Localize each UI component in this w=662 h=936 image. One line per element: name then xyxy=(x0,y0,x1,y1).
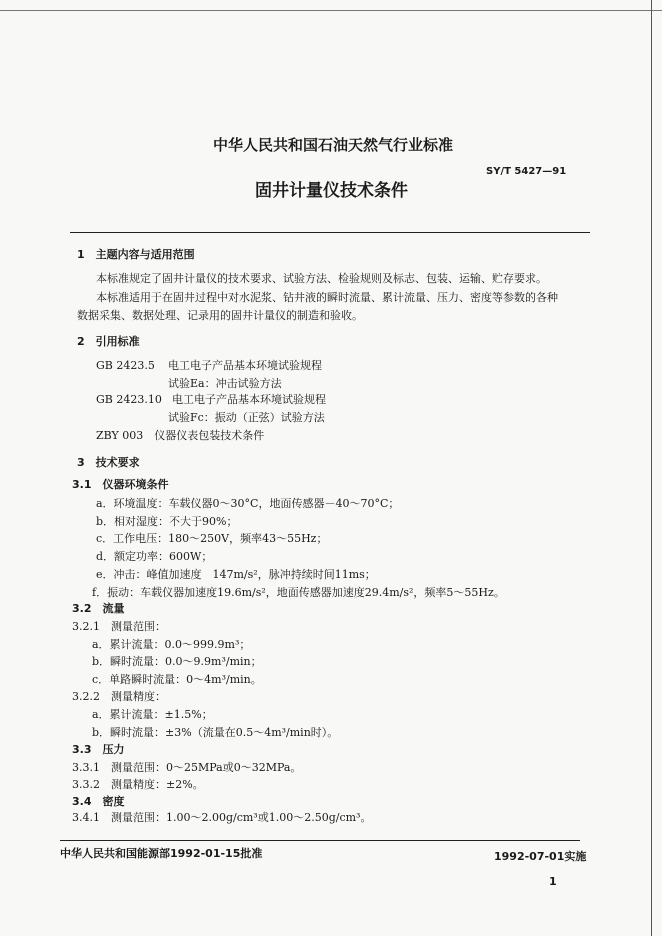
reference-2-code: GB 2423.10 xyxy=(96,393,162,406)
env-item-a: a．环境温度：车载仪器0～30°C，地面传感器－40～70°C； xyxy=(96,497,400,510)
page-number: 1 xyxy=(549,875,557,888)
section-3-2-heading: 3.2 流量 xyxy=(72,602,125,615)
env-item-d: d．额定功率：600W； xyxy=(96,550,213,563)
scan-edge-right xyxy=(651,0,652,936)
env-item-b: b．相对湿度：不大于90%； xyxy=(96,515,238,528)
paragraph-1: 本标准规定了固井计量仪的技术要求、试验方法、检验规则及标志、包装、运输、贮存要求。 xyxy=(96,272,547,285)
footer-rule xyxy=(60,840,580,841)
section-3-4-heading: 3.4 密度 xyxy=(72,795,125,808)
flow-range-c: c．单路瞬时流量：0～4m³/min。 xyxy=(92,673,262,686)
section-3-3-heading: 3.3 压力 xyxy=(72,743,125,756)
reference-1-title: 电工电子产品基本环境试验规程 xyxy=(168,359,322,372)
reference-1-subtitle: 试验Ea：冲击试验方法 xyxy=(168,377,282,390)
paragraph-2-line-2: 数据采集、数据处理、记录用的固井计量仪的制造和验收。 xyxy=(77,309,363,322)
section-3-4-1: 3.4.1 测量范围：1.00～2.00g/cm³或1.00～2.50g/cm³。 xyxy=(72,811,372,824)
document-title: 固井计量仪技术条件 xyxy=(255,181,408,201)
section-2-heading: 2 引用标准 xyxy=(77,335,140,348)
env-item-f: f．振动：车载仪器加速度19.6m/s²，地面传感器加速度29.4m/s²，频率5～55Hz。 xyxy=(92,586,505,599)
env-item-e: e．冲击：峰值加速度 147m/s²，脉冲持续时间11ms； xyxy=(96,568,376,581)
standard-code: SY/T 5427—91 xyxy=(486,166,567,177)
reference-3: ZBY 003 仪器仪表包装技术条件 xyxy=(96,429,265,442)
flow-accuracy-a: a．累计流量：±1.5%； xyxy=(92,708,213,721)
reference-2-title: 电工电子产品基本环境试验规程 xyxy=(172,393,326,406)
section-3-heading: 3 技术要求 xyxy=(77,456,140,469)
reference-2-subtitle: 试验Fc：振动（正弦）试验方法 xyxy=(168,411,325,424)
section-3-3-2: 3.3.2 测量精度：±2%。 xyxy=(72,778,204,791)
reference-1-code: GB 2423.5 xyxy=(96,359,155,372)
flow-accuracy-b: b．瞬时流量：±3%（流量在0.5～4m³/min时）。 xyxy=(92,726,339,739)
effective-date: 1992-07-01实施 xyxy=(494,850,587,863)
section-3-2-2: 3.2.2 测量精度： xyxy=(72,690,166,703)
section-1-heading: 1 主题内容与适用范围 xyxy=(77,248,195,261)
industry-standard-heading: 中华人民共和国石油天然气行业标准 xyxy=(213,136,454,154)
env-item-c: c．工作电压：180～250V，频率43～55Hz； xyxy=(96,532,328,545)
header-rule xyxy=(70,232,590,233)
flow-range-a: a．累计流量：0.0～999.9m³； xyxy=(92,638,251,651)
section-3-1-heading: 3.1 仪器环境条件 xyxy=(72,478,169,491)
approval-note: 中华人民共和国能源部1992-01-15批准 xyxy=(60,847,263,860)
paragraph-2-line-1: 本标准适用于在固井过程中对水泥浆、钻井液的瞬时流量、累计流量、压力、密度等参数的各种 xyxy=(96,291,558,304)
section-3-3-1: 3.3.1 测量范围：0～25MPa或0～32MPa。 xyxy=(72,761,302,774)
flow-range-b: b．瞬时流量：0.0～9.9m³/min； xyxy=(92,655,262,668)
scan-edge-top xyxy=(0,10,662,11)
section-3-2-1: 3.2.1 测量范围： xyxy=(72,620,166,633)
